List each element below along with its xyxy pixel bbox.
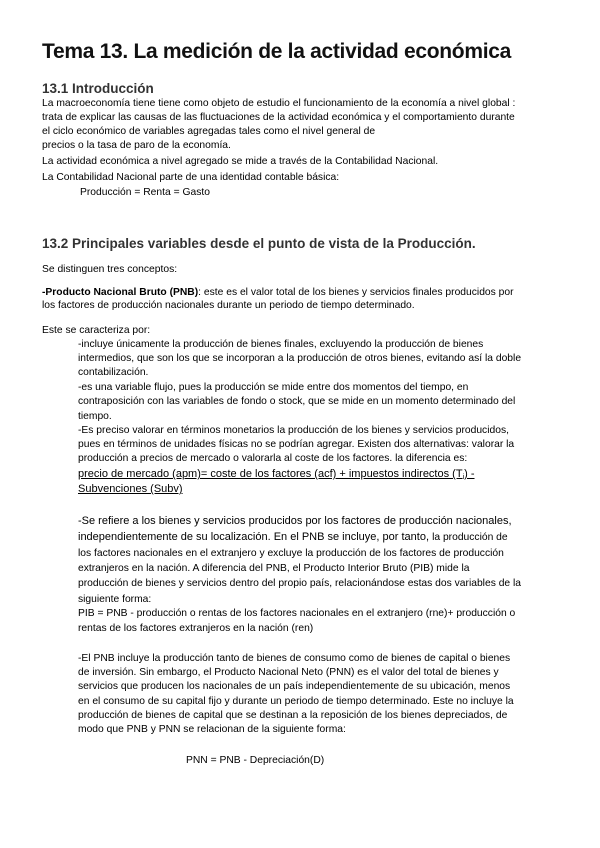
paragraph-line: producción de bienes y servicios dentro del propio país, relacionándose estas dos variables de la [78,578,522,589]
pnb-definition-text: : este es el valor total de los bienes y servicios finales producidos por [198,287,514,298]
paragraph-line: siguiente forma: [78,594,152,605]
bullet-line: contraposición con las variables de fondo o stock, que se mide en un momento determinado del [78,396,516,407]
characterized-by: Este se caracteriza por: [42,325,151,336]
pnb-definition [42,286,514,300]
pnb-term: -Producto Nacional Bruto (PNB) [42,287,199,298]
price-formula: precio de mercado (apm)= coste de los factores (acf) + impuestos indirectos $(T_i)$ - [78,468,475,481]
intro-line: La macroeconomía tiene tiene como objeto de estudio el funcionamiento de la economía a nivel global : [42,98,516,109]
bullet-line: producción a precios de mercado o valorarla al coste de los factores. la diferencia es: [78,453,468,464]
paragraph-line: -El PNB incluye la producción tanto de bienes de consumo como de bienes de capital o bienes [78,653,511,664]
bullet-line: -Es preciso valorar en términos monetarios la producción de los bienes y servicios producidos, [78,425,509,436]
pnb-definition-line: los factores de producción nacionales durante un periodo de tiempo determinado. [42,300,415,311]
bullet-line: -es una variable flujo, pues la producción se mide entre dos momentos del tiempo, en [78,382,469,393]
paragraph-line: los factores nacionales en el extranjero y excluye la producción de los factores de producción [78,548,504,559]
intro-line: precios o la tasa de paro de la economía. [42,140,231,151]
paragraph-line: -Se refiere a los bienes y servicios producidos por los factores de producción nacionales, [78,515,512,527]
concepts-intro: Se distinguen tres conceptos: [42,264,178,275]
pnn-formula: PNN = PNB - Depreciación(D) [186,755,325,766]
paragraph-line: servicios que producen los nacionales de un país independientemente de su ubicación, menos [78,681,511,692]
bullet-line: contabilización. [78,367,149,378]
bullet-line: intermedios, que son los que se incorporan a la producción de otros bienes, evitando así la doble [78,353,522,364]
paragraph-line: modo que PNB y PNN se relacionan de la siguiente forma: [78,724,346,735]
pib-formula: PIB = PNB - producción o rentas de los factores nacionales en el extranjero (rne)+ producción o [78,608,516,619]
intro-line: el ciclo económico de variables agregadas tales como el nivel general de [42,126,376,137]
page-title: Tema 13. La medición de la actividad económica [42,40,511,63]
identity-formula: Producción = Renta = Gasto [80,187,210,198]
bullet-line: tiempo. [78,411,112,422]
paragraph-line: extranjeros en la nación. A diferencia del PNB, el Producto Interior Bruto (PIB) mide la [78,563,470,574]
pib-formula-continued: rentas de los factores extranjeros en la nación (ren) [78,623,314,634]
paragraph-line: producción de bienes de capital que se destinan a la reposición de los bienes depreciados, de [78,710,508,721]
price-formula-continued: Subvenciones (Subv) [78,483,183,495]
section-heading-intro: 13.1 Introducción [42,81,154,96]
paragraph-line: de inversión. Sin embargo, el Producto Nacional Neto (PNN) es el valor del total de bienes y [78,667,499,678]
intro-line: trata de explicar las causas de las fluctuaciones de la actividad económica y el comportamiento durante [42,112,515,123]
section-heading-production: 13.2 Principales variables desde el punto de vista de la Producción. [42,236,476,251]
intro-line: La Contabilidad Nacional parte de una identidad contable básica: [42,172,340,183]
bullet-line: -incluye únicamente la producción de bienes finales, excluyendo la producción de bienes [78,339,484,350]
paragraph-line: independientemente de su localización. En el PNB se incluye, por tanto, la producción de [78,531,508,543]
intro-line: La actividad económica a nivel agregado se mide a través de la Contabilidad Nacional. [42,156,439,167]
bullet-line: pues en términos de unidades físicas no se podrían agregar. Existen dos alternativas: valorar la [78,439,515,450]
paragraph-line: en el consumo de su capital fijo y durante un periodo de tiempo determinado. Este no incluye la [78,696,514,707]
